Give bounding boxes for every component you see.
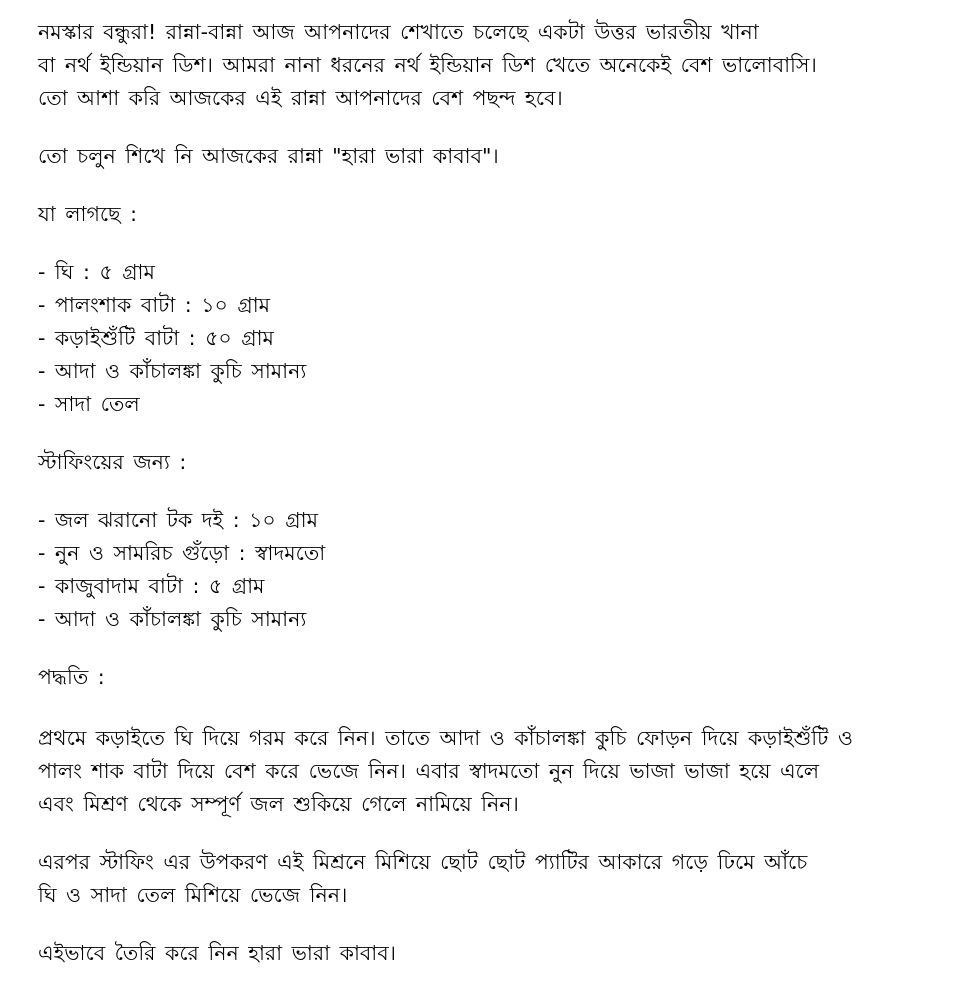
method-step-2 — [38, 846, 930, 912]
list-item: - নুন ও সামরিচ গুঁড়ো : স্বাদমতো — [38, 541, 326, 565]
closing-line: এইভাবে তৈরি করে নিন হারা ভারা কাবাব। — [38, 941, 396, 965]
list-item: - আদা ও কাঁচালঙ্কা কুচি সামান্য — [38, 607, 307, 631]
lead-in-paragraph — [38, 140, 930, 173]
method-line: এরপর স্টাফিং এর উপকরণ এই মিশ্রনে মিশিয়ে ছোট ছোট প্যাটির আকারে গড়ে ঢিমে আঁচে — [38, 850, 808, 874]
ingredients-list — [38, 256, 930, 421]
list-item: - কাজুবাদাম বাটা : ৫ গ্রাম — [38, 574, 265, 598]
intro-line: তো আশা করি আজকের এই রান্না আপনাদের বেশ পছন্দ হবে। — [38, 86, 563, 110]
stuffing-heading: স্টাফিংয়ের জন্য : — [38, 450, 187, 474]
method-step-1 — [38, 722, 930, 821]
list-item: - ঘি : ৫ গ্রাম — [38, 260, 155, 284]
method-line: এবং মিশ্রণ থেকে সম্পূর্ণ জল শুকিয়ে গেলে নামিয়ে নিন। — [38, 792, 519, 816]
lead-in-line: তো চলুন শিখে নি আজকের রান্না "হারা ভারা কাবাব"। — [38, 144, 499, 168]
list-item: - কড়াইশুঁটি বাটা : ৫০ গ্রাম — [38, 326, 274, 350]
stuffing-list — [38, 504, 930, 636]
intro-line: বা নর্থ ইন্ডিয়ান ডিশ। আমরা নানা ধরনের নর্থ ইন্ডিয়ান ডিশ খেতে অনেকেই বেশ ভালোবাসি। — [38, 53, 817, 77]
method-line: প্রথমে কড়াইতে ঘি দিয়ে গরম করে নিন। তাতে আদা ও কাঁচালঙ্কা কুচি ফোড়ন দিয়ে কড়াইশুঁটি ও — [38, 726, 853, 750]
ingredients-heading: যা লাগছে : — [38, 202, 138, 226]
list-item: - পালংশাক বাটা : ১০ গ্রাম — [38, 293, 271, 317]
method-line: পালং শাক বাটা দিয়ে বেশ করে ভেজে নিন। এবার স্বাদমতো নুন দিয়ে ভাজা ভাজা হয়ে এলে — [38, 759, 820, 783]
closing-paragraph — [38, 937, 930, 970]
method-heading: পদ্ধতি : — [38, 665, 105, 689]
method-line: ঘি ও সাদা তেল মিশিয়ে ভেজে নিন। — [38, 883, 348, 907]
intro-paragraph — [38, 16, 930, 115]
intro-line: নমস্কার বন্ধুরা! রান্না-বান্না আজ আপনাদের শেখাতে চলেছে একটা উত্তর ভারতীয় খানা — [38, 20, 759, 44]
list-item: - জল ঝরানো টক দই : ১০ গ্রাম — [38, 508, 318, 532]
list-item: - সাদা তেল — [38, 392, 140, 416]
list-item: - আদা ও কাঁচালঙ্কা কুচি সামান্য — [38, 359, 307, 383]
